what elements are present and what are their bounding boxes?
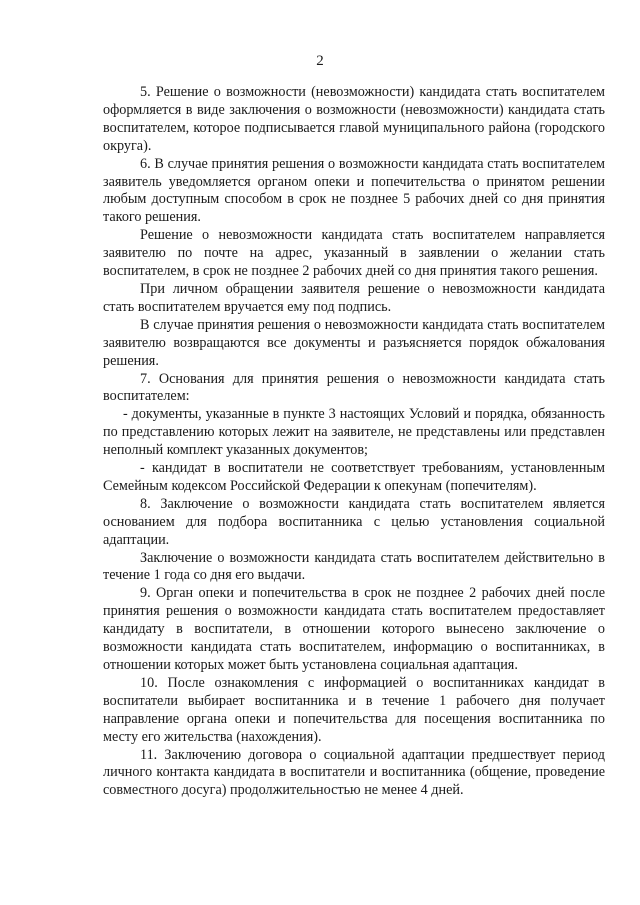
page-number: 2 <box>316 53 324 69</box>
paragraph-6-personal: При личном обращении заявителя решение о невозможности кандидата стать воспитателем вручается ему под подпись. <box>103 280 605 315</box>
paragraph-11: 11. Заключению договора о социальной адаптации предшествует период личного контакта кандидата в воспитатели и воспитанника (общение, проведение совместного досуга) продолжительностью не менее 4 дней. <box>103 746 605 799</box>
paragraph-7: 7. Основания для принятия решения о невозможности кандидата стать воспитателем: <box>103 370 605 405</box>
paragraph-7-item-documents: - документы, указанные в пункте 3 настоящих Условий и порядка, обязанность по представлению которых лежит на заявителе, не представлены или представлен неполный комплект указанных документов; <box>103 406 605 459</box>
paragraph-8-validity: Заключение о возможности кандидата стать воспитателем действительно в течение 1 года со дня его выдачи. <box>103 549 605 584</box>
paragraph-6-return-documents: В случае принятия решения о невозможности кандидата стать воспитателем заявителю возвращаются все документы и разъясняется порядок обжалования решения. <box>103 316 605 369</box>
paragraph-9: 9. Орган опеки и попечительства в срок не позднее 2 рабочих дней после принятия решения о возможности кандидата стать воспитателем предоставляет кандидату в воспитатели, в отношении которого вынесено заключение о возможности кандидата стать воспитателем, информацию о воспитанниках, в отношении которых может быть установлена социальная адаптация. <box>103 585 605 673</box>
paragraph-5: 5. Решение о возможности (невозможности) кандидата стать воспитателем оформляется в виде заключения о возможности (невозможности) кандидата стать воспитателем, которое подписывается главой муниципального района (городского округа). <box>103 84 605 154</box>
paragraph-8: 8. Заключение о возможности кандидата стать воспитателем является основанием для подбора воспитанника с целью установления социальной адаптации. <box>103 495 605 548</box>
paragraph-7-item-requirements: - кандидат в воспитатели не соответствует требованиям, установленным Семейным кодексом Российской Федерации к опекунам (попечителям). <box>103 460 605 494</box>
document-body <box>103 84 605 800</box>
paragraph-6: 6. В случае принятия решения о возможности кандидата стать воспитателем заявитель уведомляется органом опеки и попечительства о принятом решении любым доступным способом в срок не позднее 5 рабочих дней со дня принятия такого решения. <box>103 155 605 226</box>
paragraph-10: 10. После ознакомления с информацией о воспитанниках кандидат в воспитатели выбирает воспитанника и в течение 1 рабочего дня получает направление органа опеки и попечительства для посещения воспитанника по месту его жительства (нахождения). <box>103 674 605 745</box>
paragraph-6-refusal: Решение о невозможности кандидата стать воспитателем направляется заявителю по почте на адрес, указанный в заявлении о желании стать воспитателем, в срок не позднее 2 рабочих дней со дня принятия такого решения. <box>103 227 605 280</box>
